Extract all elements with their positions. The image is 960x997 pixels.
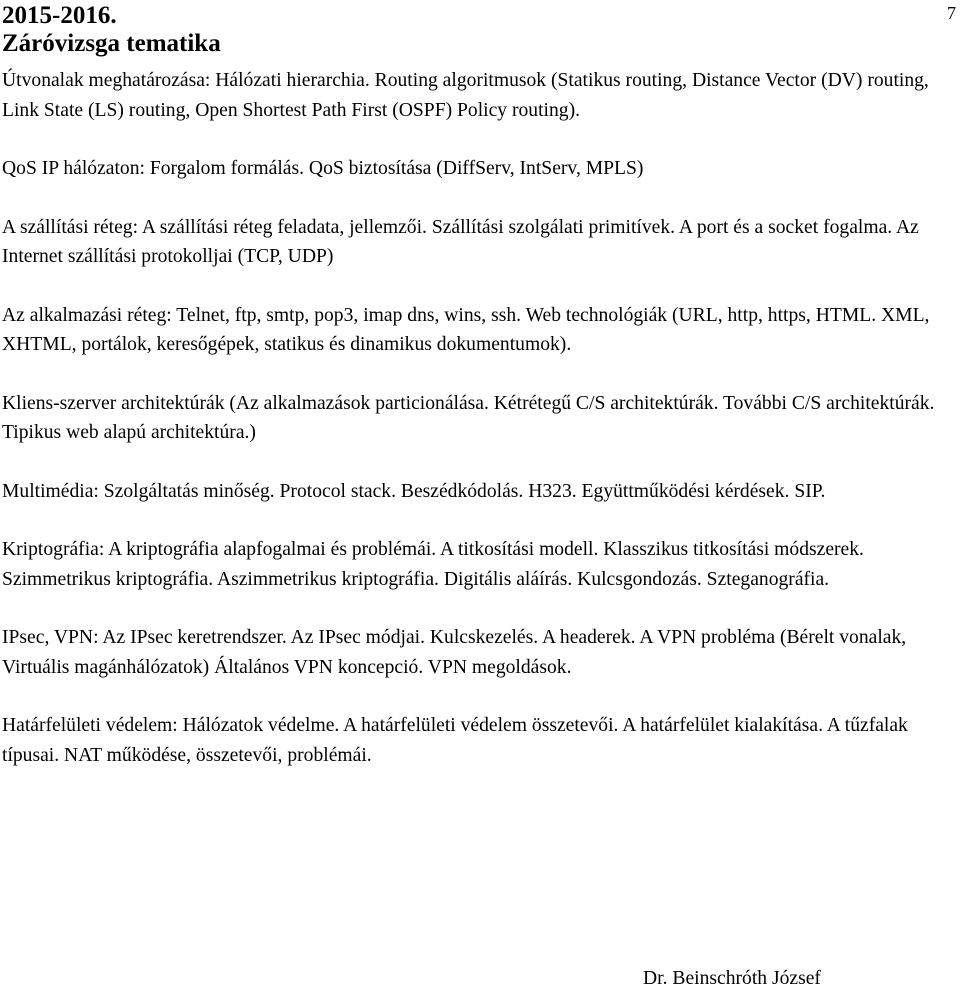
header-year: 2015-2016.: [2, 2, 117, 29]
paragraph-client-server: Kliens-szerver architektúrák (Az alkalmazások particionálása. Kétrétegű C/S architektúrák. További C/S architektúrák. Tipikus web alapú architektúra.): [2, 392, 935, 443]
document-body: [2, 66, 952, 799]
signature: Dr. Beinschróth József: [643, 968, 821, 989]
paragraph-transport-layer: A szállítási réteg: A szállítási réteg feladata, jellemzői. Szállítási szolgálati primitívek. A port és a socket fogalma. Az Internet szállítási protokolljai (TCP, UDP): [2, 216, 919, 267]
paragraph-routing: Útvonalak meghatározása: Hálózati hierarchia. Routing algoritmusok (Statikus routing, Distance Vector (DV) routing, Link State (LS) routing, Open Shortest Path First (OSPF) Policy routing).: [2, 70, 929, 121]
paragraph-ipsec-vpn: IPsec, VPN: Az IPsec keretrendszer. Az IPsec módjai. Kulcskezelés. A headerek. A VPN probléma (Bérelt vonalak, Virtuális magánhálózatok) Általános VPN koncepció. VPN megoldások.: [2, 627, 907, 678]
header-title: Záróvizsga tematika: [2, 30, 221, 57]
paragraph-application-layer: Az alkalmazási réteg: Telnet, ftp, smtp, pop3, imap dns, wins, ssh. Web technológiák (URL, http, https, HTML. XML, XHTML, portálok, keresőgépek, statikus és dinamikus dokumentumok).: [2, 304, 930, 355]
page-number: 7: [947, 3, 956, 23]
paragraph-multimedia: Multimédia: Szolgáltatás minőség. Protocol stack. Beszédkódolás. H323. Együttműködési kérdések. SIP.: [2, 480, 826, 502]
paragraph-qos: QoS IP hálózaton: Forgalom formálás. QoS biztosítása (DiffServ, IntServ, MPLS): [2, 158, 644, 179]
paragraph-cryptography: Kriptográfia: A kriptográfia alapfogalmai és problémái. A titkosítási modell. Klasszikus titkosítási módszerek. Szimmetrikus kriptográfia. Aszimmetrikus kriptográfia. Digitális aláírás. Kulcsgondozás. Szteganográfia.: [2, 539, 864, 590]
paragraph-perimeter-defense: Határfelületi védelem: Hálózatok védelme. A határfelületi védelem összetevői. A határfelület kialakítása. A tűzfalak típusai. NAT működése, összetevői, problémái.: [2, 715, 908, 766]
